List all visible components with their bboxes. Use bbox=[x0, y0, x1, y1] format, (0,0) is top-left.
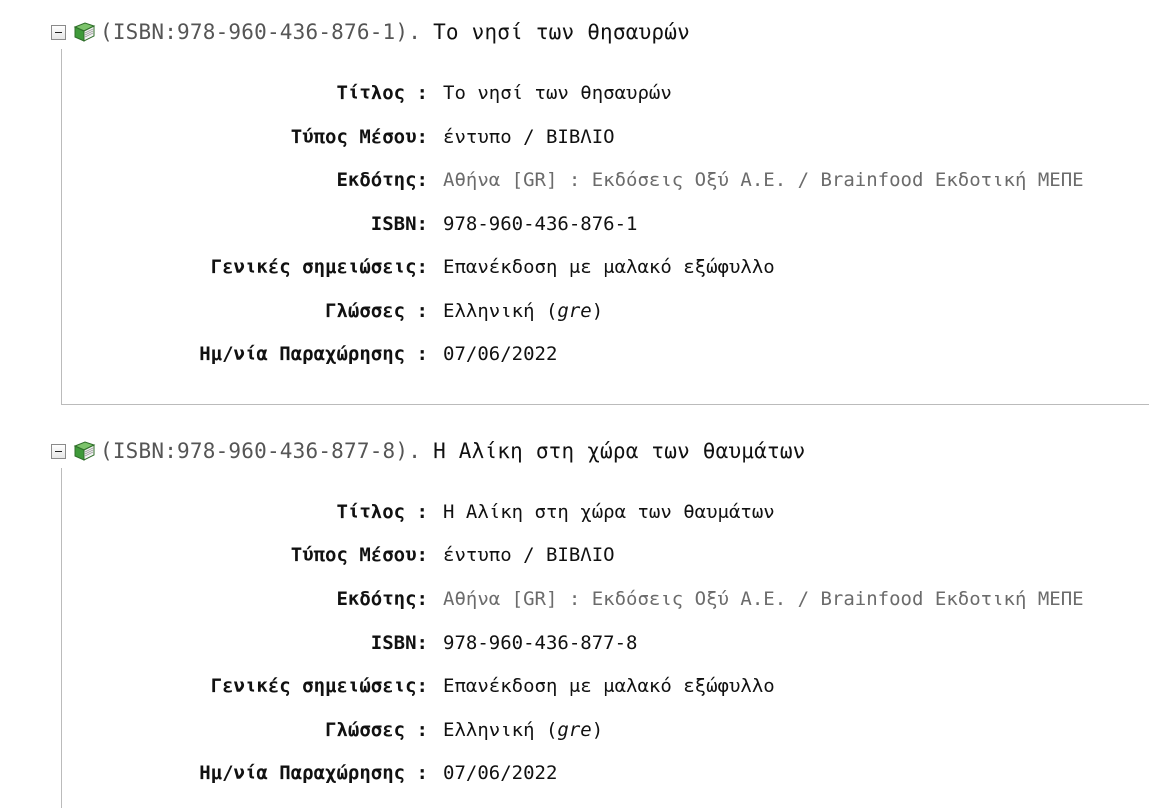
field-value: έντυπο / ΒΙΒΛΙΟ bbox=[443, 126, 615, 148]
field-date bbox=[0, 339, 1149, 369]
field-value: 07/06/2022 bbox=[443, 762, 558, 784]
record-isbn-link[interactable]: (ISBN:978-960-436-877-8). bbox=[100, 439, 422, 463]
field-value: 07/06/2022 bbox=[443, 343, 558, 365]
field-publisher bbox=[0, 584, 1149, 614]
record-isbn-link[interactable]: (ISBN:978-960-436-876-1). bbox=[100, 20, 422, 44]
field-media-type bbox=[0, 122, 1149, 152]
field-label: ISBN: bbox=[370, 632, 428, 654]
field-date bbox=[0, 758, 1149, 788]
field-value bbox=[443, 719, 603, 741]
record-title-link[interactable]: Η Αλίκη στη χώρα των θαυμάτων bbox=[433, 439, 806, 463]
field-notes bbox=[0, 671, 1149, 701]
field-publisher bbox=[0, 165, 1149, 195]
field-label: Εκδότης: bbox=[336, 169, 428, 191]
field-languages bbox=[0, 715, 1149, 745]
book-icon[interactable] bbox=[72, 440, 96, 462]
field-value: Η Αλίκη στη χώρα των θαυμάτων bbox=[443, 501, 775, 523]
record-header bbox=[51, 436, 806, 466]
field-label: Τίτλος : bbox=[336, 82, 428, 104]
field-label: Γλώσσες : bbox=[325, 719, 428, 741]
book-icon[interactable] bbox=[72, 21, 96, 43]
language-code: gre bbox=[557, 300, 592, 322]
field-notes bbox=[0, 252, 1149, 282]
field-label: Γενικές σημειώσεις: bbox=[210, 256, 428, 278]
language-close: ) bbox=[591, 719, 604, 741]
field-label: Γλώσσες : bbox=[325, 300, 428, 322]
field-value bbox=[443, 300, 603, 322]
field-label: Τύπος Μέσου: bbox=[290, 544, 428, 566]
record-title-link[interactable]: Το νησί των θησαυρών bbox=[433, 20, 690, 44]
field-label: Τίτλος : bbox=[336, 501, 428, 523]
field-isbn bbox=[0, 209, 1149, 239]
field-media-type bbox=[0, 540, 1149, 570]
collapse-icon[interactable] bbox=[51, 25, 66, 40]
record-header bbox=[51, 17, 690, 47]
tree-divider bbox=[61, 404, 1149, 405]
publisher-link[interactable]: Αθήνα [GR] : Εκδόσεις Οξύ Α.Ε. / Brainfood Εκδοτική ΜΕΠΕ bbox=[443, 588, 1084, 610]
field-label: Γενικές σημειώσεις: bbox=[210, 675, 428, 697]
field-label: Ημ/νία Παραχώρησης : bbox=[199, 762, 428, 784]
field-label: Τύπος Μέσου: bbox=[290, 126, 428, 148]
language-name: Ελληνική ( bbox=[443, 300, 558, 322]
collapse-icon[interactable] bbox=[51, 444, 66, 459]
field-isbn bbox=[0, 628, 1149, 658]
field-languages bbox=[0, 296, 1149, 326]
field-value: 978-960-436-876-1 bbox=[443, 213, 638, 235]
field-label: Ημ/νία Παραχώρησης : bbox=[199, 343, 428, 365]
field-value: έντυπο / ΒΙΒΛΙΟ bbox=[443, 544, 615, 566]
field-value: Επανέκδοση με μαλακό εξώφυλλο bbox=[443, 675, 775, 697]
field-value: Επανέκδοση με μαλακό εξώφυλλο bbox=[443, 256, 775, 278]
publisher-link[interactable]: Αθήνα [GR] : Εκδόσεις Οξύ Α.Ε. / Brainfood Εκδοτική ΜΕΠΕ bbox=[443, 169, 1084, 191]
field-value: 978-960-436-877-8 bbox=[443, 632, 638, 654]
field-value: Το νησί των θησαυρών bbox=[443, 82, 672, 104]
field-label: Εκδότης: bbox=[336, 588, 428, 610]
language-close: ) bbox=[591, 300, 604, 322]
language-code: gre bbox=[557, 719, 592, 741]
field-label: ISBN: bbox=[370, 213, 428, 235]
language-name: Ελληνική ( bbox=[443, 719, 558, 741]
field-title bbox=[0, 78, 1149, 108]
field-title bbox=[0, 497, 1149, 527]
